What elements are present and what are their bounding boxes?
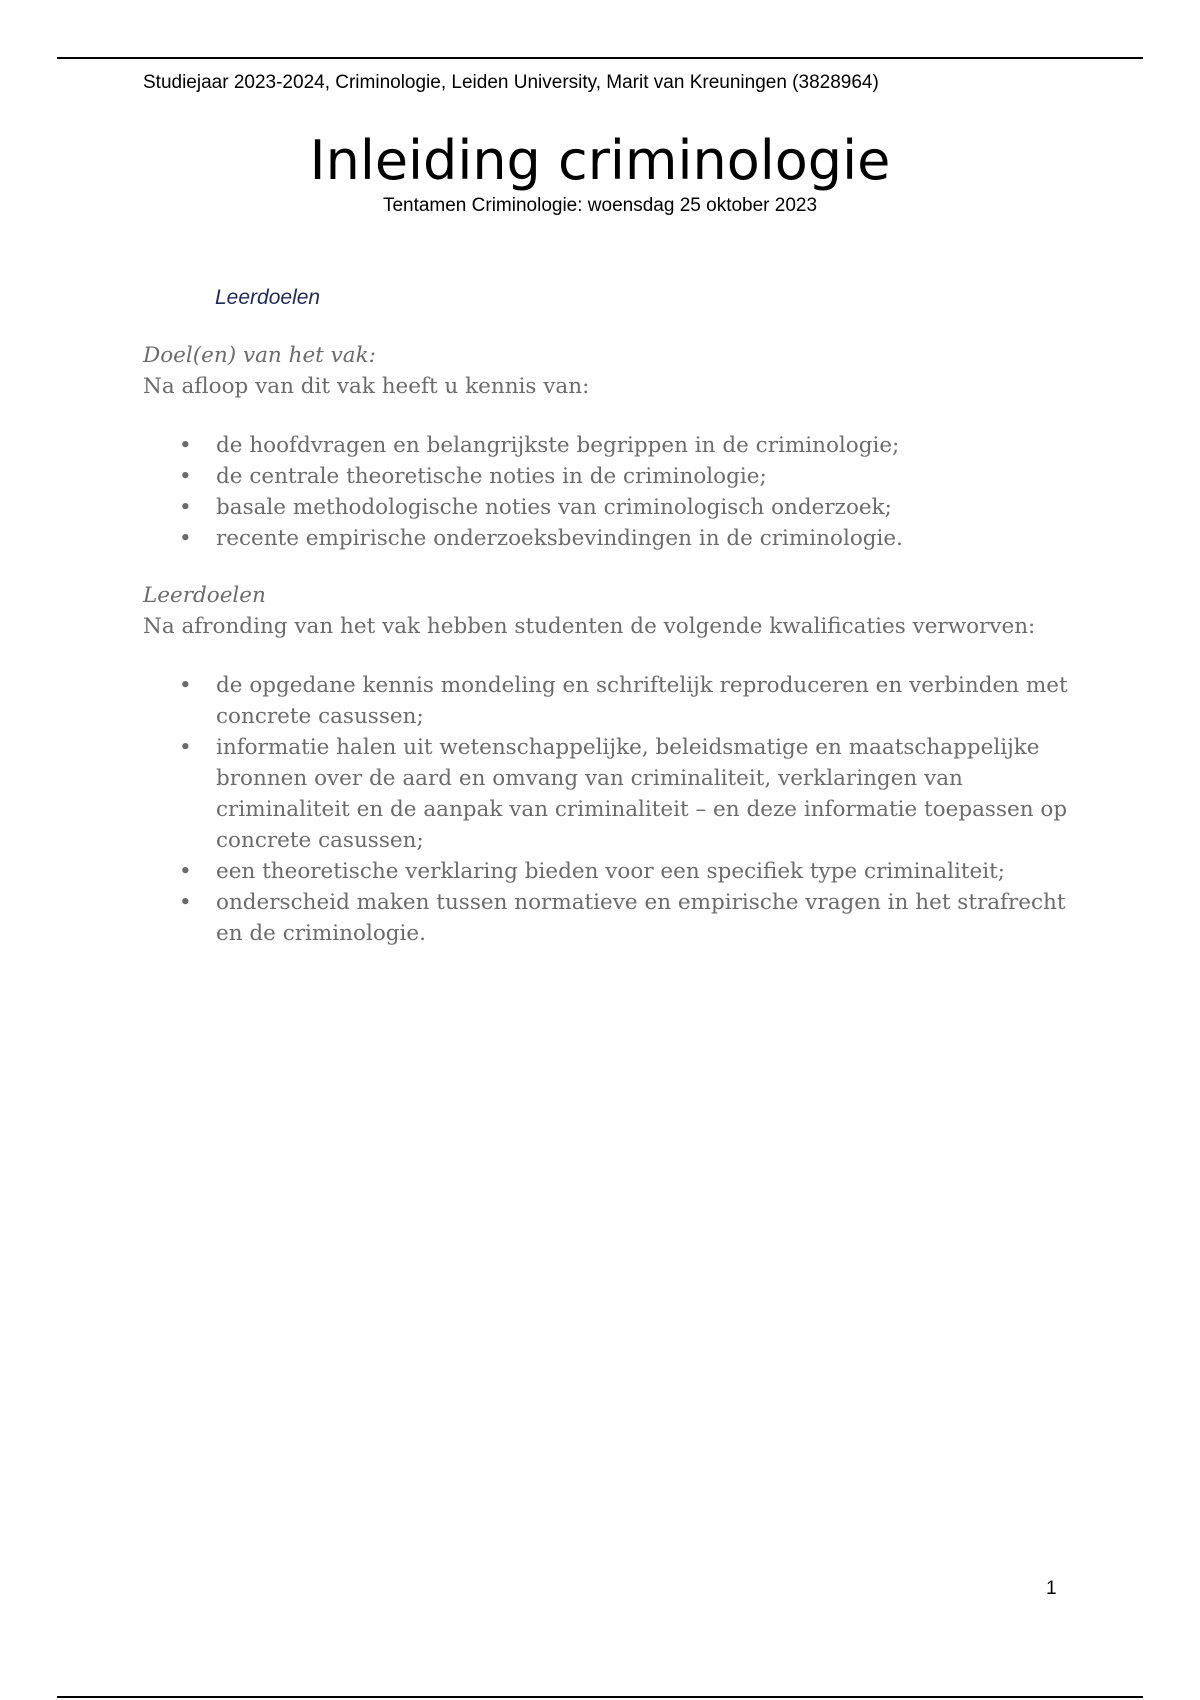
list-item: • onderscheid maken tussen normatieve en empirische vragen in het strafrecht en de criminologie. xyxy=(216,887,1073,949)
page-number: 1 xyxy=(1046,1578,1057,1599)
list-item: • de opgedane kennis mondeling en schriftelijk reproduceren en verbinden met concrete casussen; xyxy=(216,670,1073,732)
goals-list xyxy=(143,430,1073,554)
document-body xyxy=(143,340,1073,975)
list-item: • de hoofdvragen en belangrijkste begrippen in de criminologie; xyxy=(216,430,1073,461)
goals-heading: Doel(en) van het vak: xyxy=(143,343,376,368)
learning-goals-heading: Leerdoelen xyxy=(143,583,266,608)
goals-intro: Na afloop van dit vak heeft u kennis van: xyxy=(143,374,590,399)
section-heading: Leerdoelen xyxy=(215,286,321,309)
bottom-rule xyxy=(57,1696,1143,1698)
learning-goals-list xyxy=(143,670,1073,949)
list-item: • een theoretische verklaring bieden voor een specifiek type criminaliteit; xyxy=(216,856,1073,887)
list-item: • recente empirische onderzoeksbevindingen in de criminologie. xyxy=(216,523,1073,554)
page-header: Studiejaar 2023-2024, Criminologie, Leiden University, Marit van Kreuningen (3828964) xyxy=(143,72,879,93)
list-item: • de centrale theoretische noties in de criminologie; xyxy=(216,461,1073,492)
list-item: • informatie halen uit wetenschappelijke, beleidsmatige en maatschappelijke bronnen over de aard en omvang van criminaliteit, verklaringen van criminaliteit en de aanpak van criminaliteit – en deze informatie toepassen op concrete casussen; xyxy=(216,732,1073,856)
list-item: • basale methodologische noties van criminologisch onderzoek; xyxy=(216,492,1073,523)
document-subtitle: Tentamen Criminologie: woensdag 25 oktober 2023 xyxy=(382,195,818,216)
top-rule xyxy=(57,57,1143,59)
learning-goals-intro: Na afronding van het vak hebben studenten de volgende kwalificaties verworven: xyxy=(143,614,1036,639)
document-title: Inleiding criminologie xyxy=(309,129,891,192)
